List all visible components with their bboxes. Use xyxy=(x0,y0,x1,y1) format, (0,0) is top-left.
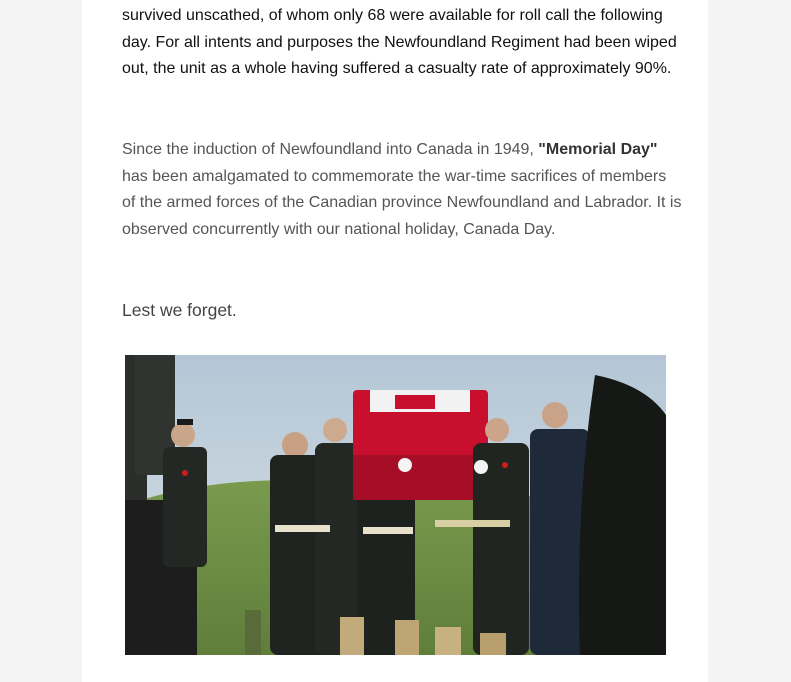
closing-line: Lest we forget. xyxy=(122,300,237,320)
article-container xyxy=(82,0,708,682)
paragraph-2-body: has been amalgamated to commemorate the war-time sacrifices of members of the armed forces of the Canadian province Newfoundland and Labrador. It is observed concurrently with our national holiday, Canada Day. xyxy=(122,167,682,238)
memorial-day-term: "Memorial Day" xyxy=(538,141,658,158)
article-paragraph-2 xyxy=(122,137,682,243)
memorial-photo xyxy=(125,355,666,655)
article-paragraph-1: survived unscathed, of whom only 68 were available for roll call the following day. For all intents and purposes the Newfoundland Regiment had been wiped out, the unit as a whole having suffered a casualty rate of approximately 90%. xyxy=(122,7,677,78)
memorial-photo-illustration xyxy=(125,355,666,655)
paragraph-2-intro: Since the induction of Newfoundland into Canada in 1949, xyxy=(122,141,539,158)
